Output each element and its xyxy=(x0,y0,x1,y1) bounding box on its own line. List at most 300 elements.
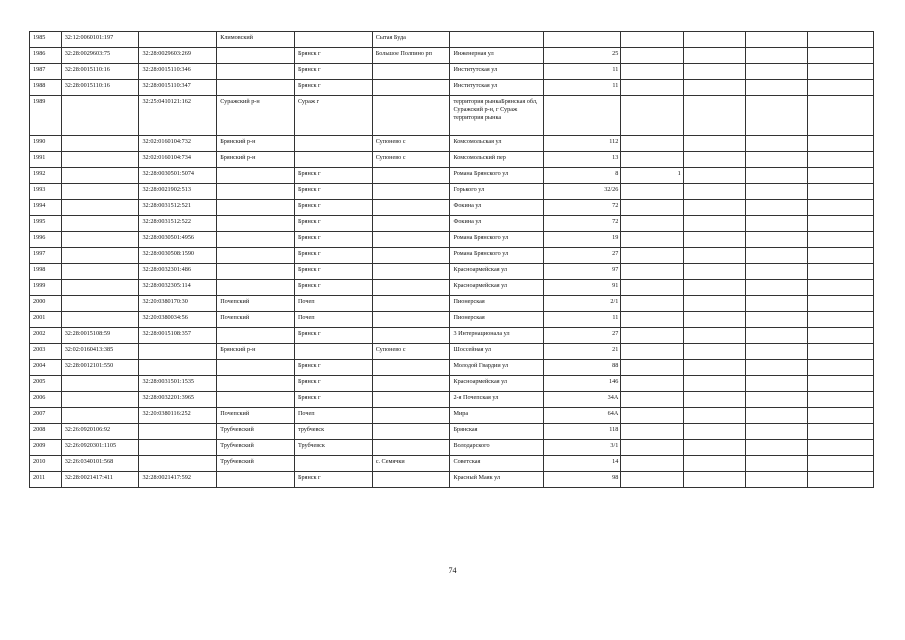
old-cadastral-number-cell xyxy=(61,248,139,264)
unit-cell xyxy=(621,376,683,392)
unit-cell xyxy=(621,408,683,424)
cadastral-number-cell: 32:28:0015108:357 xyxy=(139,328,217,344)
empty-cell xyxy=(683,376,745,392)
empty-cell xyxy=(808,376,874,392)
city-cell xyxy=(294,456,372,472)
settlement-cell xyxy=(372,424,450,440)
old-cadastral-number-cell: 32:26:0340101:568 xyxy=(61,456,139,472)
empty-cell xyxy=(808,344,874,360)
cadastral-number-cell xyxy=(139,440,217,456)
row-number-cell: 2010 xyxy=(30,456,62,472)
street-cell: Горького ул xyxy=(450,184,543,200)
empty-cell xyxy=(808,408,874,424)
district-cell xyxy=(217,328,295,344)
table-row xyxy=(30,232,874,248)
empty-cell xyxy=(683,248,745,264)
city-cell: Брянск г xyxy=(294,200,372,216)
street-cell: Красный Маяк ул xyxy=(450,472,543,488)
city-cell: Брянск г xyxy=(294,472,372,488)
empty-cell xyxy=(683,48,745,64)
settlement-cell: Супонево с xyxy=(372,136,450,152)
table-row xyxy=(30,216,874,232)
unit-cell xyxy=(621,344,683,360)
cadastral-number-cell: 32:28:0030501:5074 xyxy=(139,168,217,184)
city-cell: Сураж г xyxy=(294,96,372,136)
house-number-cell: 25 xyxy=(543,48,621,64)
table-row xyxy=(30,360,874,376)
unit-cell xyxy=(621,136,683,152)
district-cell xyxy=(217,184,295,200)
cadastral-number-cell xyxy=(139,360,217,376)
empty-cell xyxy=(746,48,808,64)
old-cadastral-number-cell xyxy=(61,296,139,312)
empty-cell xyxy=(746,344,808,360)
unit-cell xyxy=(621,200,683,216)
house-number-cell: 19 xyxy=(543,232,621,248)
unit-cell xyxy=(621,152,683,168)
unit-cell xyxy=(621,96,683,136)
empty-cell xyxy=(808,64,874,80)
cadastral-number-cell: 32:28:0021902:513 xyxy=(139,184,217,200)
street-cell: Романа Брянского ул xyxy=(450,248,543,264)
house-number-cell: 97 xyxy=(543,264,621,280)
district-cell: Климовский xyxy=(217,32,295,48)
table-row xyxy=(30,48,874,64)
settlement-cell xyxy=(372,328,450,344)
empty-cell xyxy=(746,408,808,424)
table-row xyxy=(30,136,874,152)
row-number-cell: 1993 xyxy=(30,184,62,200)
empty-cell xyxy=(808,296,874,312)
unit-cell xyxy=(621,440,683,456)
cadastral-number-cell: 32:28:0015110:347 xyxy=(139,80,217,96)
empty-cell xyxy=(746,360,808,376)
settlement-cell xyxy=(372,472,450,488)
city-cell: трубчевск xyxy=(294,424,372,440)
empty-cell xyxy=(746,32,808,48)
empty-cell xyxy=(808,168,874,184)
table-row xyxy=(30,392,874,408)
table-row xyxy=(30,280,874,296)
empty-cell xyxy=(746,376,808,392)
street-cell: Фокина ул xyxy=(450,200,543,216)
empty-cell xyxy=(683,360,745,376)
row-number-cell: 1996 xyxy=(30,232,62,248)
empty-cell xyxy=(683,456,745,472)
house-number-cell: 91 xyxy=(543,280,621,296)
row-number-cell: 2011 xyxy=(30,472,62,488)
district-cell: Почепский xyxy=(217,408,295,424)
street-cell: Комсомольская ул xyxy=(450,136,543,152)
old-cadastral-number-cell: 32:28:0029603:75 xyxy=(61,48,139,64)
settlement-cell xyxy=(372,232,450,248)
empty-cell xyxy=(746,152,808,168)
empty-cell xyxy=(683,152,745,168)
table-row xyxy=(30,264,874,280)
settlement-cell: Супонево с xyxy=(372,152,450,168)
empty-cell xyxy=(746,200,808,216)
city-cell: Брянск г xyxy=(294,328,372,344)
city-cell: Брянск г xyxy=(294,216,372,232)
empty-cell xyxy=(808,472,874,488)
old-cadastral-number-cell xyxy=(61,200,139,216)
street-cell: Инженерная ул xyxy=(450,48,543,64)
table-row xyxy=(30,344,874,360)
empty-cell xyxy=(746,136,808,152)
old-cadastral-number-cell xyxy=(61,280,139,296)
city-cell: Почеп xyxy=(294,408,372,424)
house-number-cell: 14 xyxy=(543,456,621,472)
empty-cell xyxy=(683,96,745,136)
district-cell: Суражский р-н xyxy=(217,96,295,136)
empty-cell xyxy=(746,280,808,296)
settlement-cell xyxy=(372,64,450,80)
empty-cell xyxy=(808,248,874,264)
street-cell: Молодой Гвардии ул xyxy=(450,360,543,376)
unit-cell xyxy=(621,312,683,328)
house-number-cell: 112 xyxy=(543,136,621,152)
empty-cell xyxy=(808,216,874,232)
street-cell: 2-я Почепская ул xyxy=(450,392,543,408)
district-cell: Почепский xyxy=(217,312,295,328)
cadastral-number-cell: 32:28:0031512:521 xyxy=(139,200,217,216)
city-cell: Почеп xyxy=(294,312,372,328)
table-row xyxy=(30,152,874,168)
district-cell xyxy=(217,232,295,248)
old-cadastral-number-cell: 32:28:0015110:16 xyxy=(61,64,139,80)
table-row xyxy=(30,96,874,136)
empty-cell xyxy=(683,344,745,360)
table-row xyxy=(30,376,874,392)
district-cell xyxy=(217,360,295,376)
house-number-cell xyxy=(543,96,621,136)
empty-cell xyxy=(808,232,874,248)
old-cadastral-number-cell xyxy=(61,168,139,184)
district-cell xyxy=(217,248,295,264)
row-number-cell: 2001 xyxy=(30,312,62,328)
unit-cell xyxy=(621,184,683,200)
house-number-cell: 2/1 xyxy=(543,296,621,312)
street-cell: Институтская ул xyxy=(450,80,543,96)
empty-cell xyxy=(683,200,745,216)
table-row xyxy=(30,408,874,424)
cadastral-number-cell: 32:28:0031501:1535 xyxy=(139,376,217,392)
settlement-cell: Сытая Буда xyxy=(372,32,450,48)
table-row xyxy=(30,200,874,216)
empty-cell xyxy=(746,264,808,280)
settlement-cell xyxy=(372,296,450,312)
empty-cell xyxy=(683,232,745,248)
unit-cell xyxy=(621,296,683,312)
page-number: 74 xyxy=(448,566,457,575)
empty-cell xyxy=(808,32,874,48)
row-number-cell: 2006 xyxy=(30,392,62,408)
cadastral-number-cell xyxy=(139,32,217,48)
district-cell: Брянский р-н xyxy=(217,136,295,152)
empty-cell xyxy=(683,216,745,232)
cadastral-number-cell xyxy=(139,456,217,472)
old-cadastral-number-cell xyxy=(61,376,139,392)
empty-cell xyxy=(746,312,808,328)
unit-cell: 1 xyxy=(621,168,683,184)
house-number-cell: 11 xyxy=(543,80,621,96)
street-cell: Романа Брянского ул xyxy=(450,168,543,184)
unit-cell xyxy=(621,424,683,440)
settlement-cell xyxy=(372,200,450,216)
table-row xyxy=(30,456,874,472)
table-row xyxy=(30,328,874,344)
house-number-cell: 72 xyxy=(543,216,621,232)
cadastral-number-cell: 32:28:0031512:522 xyxy=(139,216,217,232)
street-cell: Пионерская xyxy=(450,296,543,312)
house-number-cell: 98 xyxy=(543,472,621,488)
city-cell: Брянск г xyxy=(294,376,372,392)
empty-cell xyxy=(808,440,874,456)
settlement-cell xyxy=(372,80,450,96)
city-cell xyxy=(294,136,372,152)
district-cell xyxy=(217,472,295,488)
empty-cell xyxy=(808,136,874,152)
house-number-cell: 27 xyxy=(543,248,621,264)
house-number-cell: 13 xyxy=(543,152,621,168)
row-number-cell: 1991 xyxy=(30,152,62,168)
house-number-cell: 21 xyxy=(543,344,621,360)
empty-cell xyxy=(683,440,745,456)
city-cell: Брянск г xyxy=(294,48,372,64)
district-cell: Трубчевский xyxy=(217,440,295,456)
street-cell: Комсомольский пер xyxy=(450,152,543,168)
cadastral-number-cell: 32:28:0021417:592 xyxy=(139,472,217,488)
cadastral-number-cell: 32:28:0015110:346 xyxy=(139,64,217,80)
empty-cell xyxy=(746,248,808,264)
house-number-cell: 27 xyxy=(543,328,621,344)
city-cell: Брянск г xyxy=(294,392,372,408)
unit-cell xyxy=(621,280,683,296)
cadastral-number-cell: 32:02:0160104:734 xyxy=(139,152,217,168)
empty-cell xyxy=(808,360,874,376)
house-number-cell: 88 xyxy=(543,360,621,376)
empty-cell xyxy=(746,472,808,488)
cadastral-number-cell: 32:28:0032301:486 xyxy=(139,264,217,280)
house-number-cell: 8 xyxy=(543,168,621,184)
row-number-cell: 2009 xyxy=(30,440,62,456)
old-cadastral-number-cell xyxy=(61,184,139,200)
city-cell xyxy=(294,344,372,360)
empty-cell xyxy=(683,168,745,184)
cadastral-number-cell: 32:25:0410121:162 xyxy=(139,96,217,136)
street-cell: Фокина ул xyxy=(450,216,543,232)
unit-cell xyxy=(621,264,683,280)
district-cell xyxy=(217,376,295,392)
unit-cell xyxy=(621,64,683,80)
unit-cell xyxy=(621,456,683,472)
empty-cell xyxy=(808,184,874,200)
empty-cell xyxy=(683,408,745,424)
house-number-cell: 3/1 xyxy=(543,440,621,456)
empty-cell xyxy=(746,392,808,408)
empty-cell xyxy=(808,424,874,440)
table-row xyxy=(30,248,874,264)
empty-cell xyxy=(808,280,874,296)
old-cadastral-number-cell xyxy=(61,392,139,408)
unit-cell xyxy=(621,232,683,248)
street-cell: Красноармейская ул xyxy=(450,376,543,392)
row-number-cell: 1997 xyxy=(30,248,62,264)
street-cell: Красноармейская ул xyxy=(450,280,543,296)
empty-cell xyxy=(746,184,808,200)
cadastral-number-cell xyxy=(139,424,217,440)
empty-cell xyxy=(683,472,745,488)
table-row xyxy=(30,80,874,96)
street-cell: Брянская xyxy=(450,424,543,440)
empty-cell xyxy=(746,232,808,248)
row-number-cell: 1986 xyxy=(30,48,62,64)
empty-cell xyxy=(808,48,874,64)
settlement-cell: Большое Полпино рп xyxy=(372,48,450,64)
city-cell: Брянск г xyxy=(294,64,372,80)
empty-cell xyxy=(683,296,745,312)
row-number-cell: 2005 xyxy=(30,376,62,392)
unit-cell xyxy=(621,32,683,48)
street-cell: территория рынкаБрянская обл, Суражский р-н, г Сураж территория рынка xyxy=(450,96,543,136)
table-body xyxy=(30,32,874,488)
empty-cell xyxy=(746,216,808,232)
empty-cell xyxy=(746,80,808,96)
unit-cell xyxy=(621,48,683,64)
settlement-cell xyxy=(372,408,450,424)
house-number-cell: 34А xyxy=(543,392,621,408)
empty-cell xyxy=(808,152,874,168)
empty-cell xyxy=(746,96,808,136)
old-cadastral-number-cell: 32:28:0021417:411 xyxy=(61,472,139,488)
settlement-cell xyxy=(372,216,450,232)
row-number-cell: 1987 xyxy=(30,64,62,80)
row-number-cell: 1988 xyxy=(30,80,62,96)
house-number-cell: 32/26 xyxy=(543,184,621,200)
row-number-cell: 1989 xyxy=(30,96,62,136)
cadastral-number-cell: 32:20:0380170:30 xyxy=(139,296,217,312)
empty-cell xyxy=(746,424,808,440)
empty-cell xyxy=(746,328,808,344)
empty-cell xyxy=(683,312,745,328)
city-cell: Брянск г xyxy=(294,168,372,184)
row-number-cell: 2000 xyxy=(30,296,62,312)
old-cadastral-number-cell xyxy=(61,216,139,232)
table-row xyxy=(30,312,874,328)
city-cell: Брянск г xyxy=(294,80,372,96)
district-cell: Брянский р-н xyxy=(217,152,295,168)
old-cadastral-number-cell xyxy=(61,152,139,168)
old-cadastral-number-cell: 32:02:0160413:385 xyxy=(61,344,139,360)
cadastral-number-cell: 32:20:0380116:252 xyxy=(139,408,217,424)
district-cell xyxy=(217,64,295,80)
table-row xyxy=(30,472,874,488)
settlement-cell xyxy=(372,184,450,200)
district-cell: Почепский xyxy=(217,296,295,312)
settlement-cell xyxy=(372,264,450,280)
unit-cell xyxy=(621,216,683,232)
row-number-cell: 1999 xyxy=(30,280,62,296)
house-number-cell: 72 xyxy=(543,200,621,216)
unit-cell xyxy=(621,328,683,344)
city-cell: Брянск г xyxy=(294,184,372,200)
empty-cell xyxy=(746,64,808,80)
old-cadastral-number-cell: 32:28:0015108:59 xyxy=(61,328,139,344)
district-cell xyxy=(217,80,295,96)
table-row xyxy=(30,296,874,312)
cadastral-number-cell: 32:02:0160104:732 xyxy=(139,136,217,152)
old-cadastral-number-cell xyxy=(61,312,139,328)
property-register-table xyxy=(29,31,874,488)
old-cadastral-number-cell xyxy=(61,232,139,248)
old-cadastral-number-cell: 32:26:0920106:92 xyxy=(61,424,139,440)
empty-cell xyxy=(808,80,874,96)
settlement-cell xyxy=(372,392,450,408)
district-cell xyxy=(217,280,295,296)
empty-cell xyxy=(808,392,874,408)
district-cell xyxy=(217,392,295,408)
old-cadastral-number-cell: 32:12:0060101:197 xyxy=(61,32,139,48)
unit-cell xyxy=(621,392,683,408)
empty-cell xyxy=(683,184,745,200)
settlement-cell xyxy=(372,440,450,456)
empty-cell xyxy=(808,456,874,472)
street-cell: Советская xyxy=(450,456,543,472)
empty-cell xyxy=(746,296,808,312)
settlement-cell xyxy=(372,248,450,264)
row-number-cell: 2003 xyxy=(30,344,62,360)
cadastral-number-cell xyxy=(139,344,217,360)
unit-cell xyxy=(621,472,683,488)
cadastral-number-cell: 32:28:0032201:3965 xyxy=(139,392,217,408)
unit-cell xyxy=(621,248,683,264)
street-cell: Институтская ул xyxy=(450,64,543,80)
house-number-cell: 146 xyxy=(543,376,621,392)
settlement-cell xyxy=(372,376,450,392)
row-number-cell: 2002 xyxy=(30,328,62,344)
empty-cell xyxy=(683,264,745,280)
old-cadastral-number-cell xyxy=(61,264,139,280)
old-cadastral-number-cell xyxy=(61,96,139,136)
table-row xyxy=(30,440,874,456)
empty-cell xyxy=(683,392,745,408)
old-cadastral-number-cell xyxy=(61,136,139,152)
city-cell: Брянск г xyxy=(294,248,372,264)
row-number-cell: 1985 xyxy=(30,32,62,48)
city-cell: Брянск г xyxy=(294,232,372,248)
settlement-cell xyxy=(372,312,450,328)
street-cell: Красноармейская ул xyxy=(450,264,543,280)
settlement-cell: с. Семячки xyxy=(372,456,450,472)
cadastral-number-cell: 32:28:0030501:4956 xyxy=(139,232,217,248)
street-cell: Шоссейная ул xyxy=(450,344,543,360)
table-row xyxy=(30,32,874,48)
table-row xyxy=(30,424,874,440)
district-cell xyxy=(217,264,295,280)
city-cell: Брянск г xyxy=(294,280,372,296)
street-cell: 3 Интернационала ул xyxy=(450,328,543,344)
city-cell: Брянск г xyxy=(294,264,372,280)
empty-cell xyxy=(683,424,745,440)
empty-cell xyxy=(746,168,808,184)
house-number-cell: 11 xyxy=(543,64,621,80)
empty-cell xyxy=(808,312,874,328)
empty-cell xyxy=(808,264,874,280)
unit-cell xyxy=(621,80,683,96)
city-cell: Трубчевск xyxy=(294,440,372,456)
row-number-cell: 2007 xyxy=(30,408,62,424)
house-number-cell: 118 xyxy=(543,424,621,440)
